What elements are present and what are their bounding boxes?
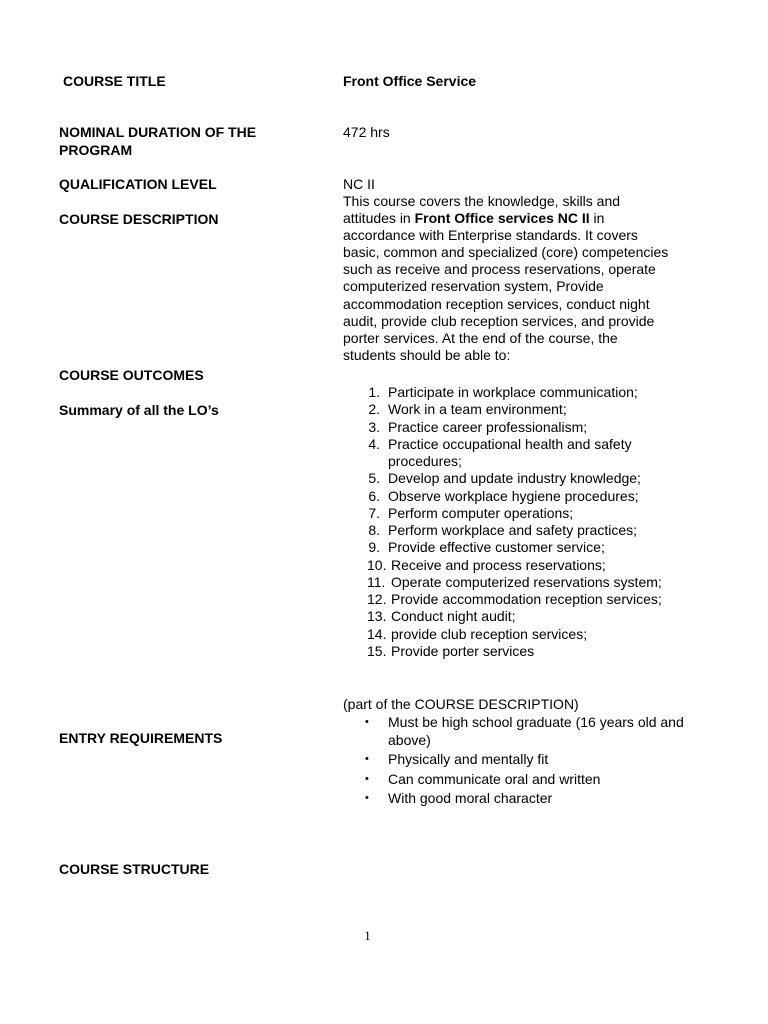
description-bold: Front Office services NC II (414, 210, 590, 227)
outcome-item (343, 608, 663, 625)
outcome-item (343, 626, 663, 643)
outcome-number: 3. (368, 418, 380, 435)
nominal-duration-label-line2: PROGRAM (59, 142, 133, 158)
course-outcomes-label: COURSE OUTCOMES (59, 367, 204, 383)
outcome-number: 11. (367, 573, 386, 590)
page-number: 1 (364, 928, 371, 943)
outcome-text: Participate in workplace communication; (388, 384, 638, 400)
entry-requirement-item (343, 751, 688, 769)
outcome-text: provide club reception services; (391, 625, 588, 642)
nominal-duration-value: 472 hrs (343, 124, 390, 140)
outcome-item (343, 539, 663, 556)
entry-requirement-text: Physically and mentally fit (388, 751, 549, 767)
outcome-number: 6. (368, 487, 380, 504)
outcome-item (343, 557, 663, 574)
outcome-text: Provide porter services (391, 642, 535, 659)
outcome-number: 9. (368, 539, 380, 556)
course-description-label: COURSE DESCRIPTION (59, 211, 219, 227)
outcome-item (343, 419, 663, 436)
outcome-number: 4. (368, 435, 380, 452)
entry-requirements-label: ENTRY REQUIREMENTS (59, 730, 223, 746)
entry-requirements-list (343, 714, 688, 810)
course-title-label: COURSE TITLE (63, 73, 166, 89)
entry-requirement-text: Must be high school graduate (16 years old and above) (388, 714, 684, 748)
nominal-duration-label-line1: NOMINAL DURATION OF THE (59, 124, 257, 140)
entry-requirement-item (343, 771, 688, 789)
outcome-text: Receive and process reservations; (391, 556, 606, 573)
outcome-number: 7. (368, 504, 380, 521)
entry-requirement-text: With good moral character (388, 790, 553, 806)
outcome-text: Work in a team environment; (388, 401, 567, 418)
outcome-item (343, 488, 663, 505)
outcome-text: Perform computer operations; (388, 504, 574, 521)
outcomes-note: (part of the COURSE DESCRIPTION) (343, 696, 579, 712)
outcome-text: Operate computerized reservations system; (391, 573, 662, 590)
bullet-icon: • (365, 753, 369, 765)
description-part2: in accordance with Enterprise standards. It covers basic, common and specialized (core) competencies such as receive and process reservations, operate computerized reservation system, Provide accommodation reception services, conduct night audit, provide club reception services, and provide porter services. At the end of the course, the students should be able to: (343, 210, 669, 363)
outcome-number: 12. (367, 591, 387, 607)
outcome-item (343, 574, 663, 591)
outcome-number: 2. (368, 401, 380, 418)
outcome-number: 10. (367, 556, 387, 573)
course-description-text (343, 193, 673, 364)
outcome-number: 8. (368, 522, 380, 538)
outcome-number: 5. (368, 470, 380, 487)
outcome-text: Observe workplace hygiene procedures; (388, 487, 639, 504)
outcome-text: Provide accommodation reception services; (391, 591, 662, 607)
outcome-item (343, 470, 663, 487)
outcome-number: 1. (368, 384, 380, 400)
bullet-icon: • (365, 716, 369, 728)
outcome-item (343, 522, 663, 539)
outcomes-list (343, 384, 663, 660)
qualification-level-label: QUALIFICATION LEVEL (59, 176, 217, 192)
entry-requirement-item (343, 714, 688, 749)
outcome-text: Conduct night audit; (391, 608, 516, 625)
outcome-text: Provide effective customer service; (388, 539, 605, 556)
outcome-number: 14. (367, 625, 387, 642)
outcome-item (343, 436, 663, 471)
outcome-item (343, 591, 663, 608)
entry-requirement-text: Can communicate oral and written (388, 770, 601, 787)
outcome-item (343, 505, 663, 522)
course-title-value: Front Office Service (343, 73, 477, 89)
description-part1: This course covers the knowledge, skills and attitudes in (343, 193, 621, 227)
course-structure-label: COURSE STRUCTURE (59, 861, 210, 877)
outcome-item (343, 643, 663, 660)
summary-los-label: Summary of all the LO’s (59, 402, 219, 418)
bullet-icon: • (365, 792, 369, 804)
qualification-level-value: NC II (343, 176, 375, 192)
bullet-icon: • (365, 772, 369, 785)
outcome-item (343, 401, 663, 418)
outcome-text: Practice career professionalism; (388, 418, 588, 435)
outcome-text: Perform workplace and safety practices; (388, 522, 637, 538)
outcome-text: Develop and update industry knowledge; (388, 470, 641, 487)
outcome-item (343, 384, 663, 401)
outcome-number: 15. (367, 642, 387, 659)
entry-requirement-item (343, 790, 688, 808)
outcome-text: Practice occupational health and safety procedures; (388, 435, 632, 469)
outcome-number: 13. (367, 608, 387, 625)
